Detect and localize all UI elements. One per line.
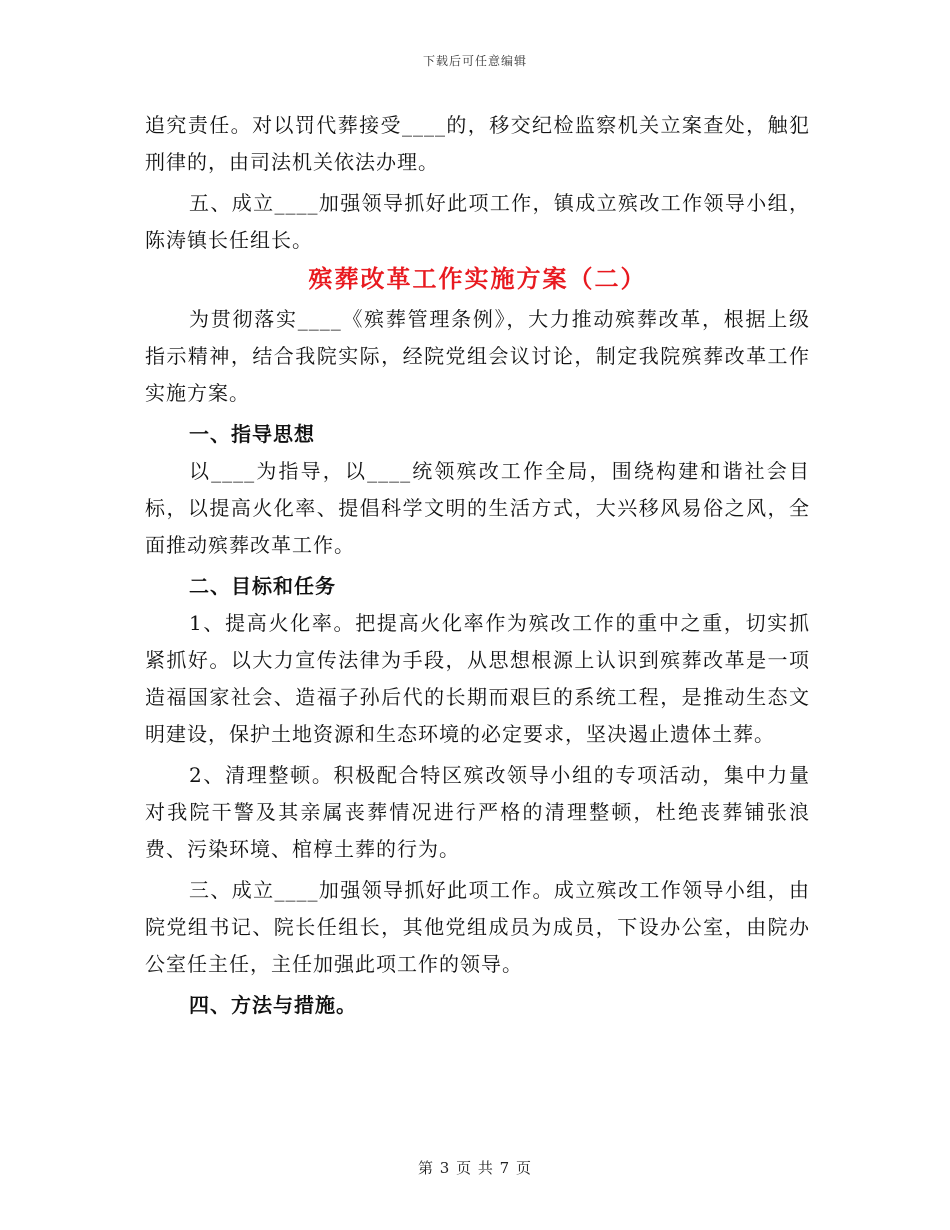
paragraph-leadership-group: 三、成立____加强领导抓好此项工作。成立殡改工作领导小组，由院党组书记、院长任组长，其他党组成员为成员，下设办公室，由院办公室任主任，主任加强此项工作的领导。 xyxy=(145,878,810,976)
page-number: 第 3 页 共 7 页 xyxy=(418,1159,532,1177)
paragraph-rectification: 2、清理整顿。积极配合特区殡改领导小组的专项活动，集中力量对我院干警及其亲属丧葬情况进行严格的清理整顿，杜绝丧葬铺张浪费、污染环境、棺椁土葬的行为。 xyxy=(145,763,810,861)
document-title: 殡葬改革工作实施方案（二） xyxy=(308,264,647,293)
paragraph-accountability: 追究责任。对以罚代葬接受____的，移交纪检监察机关立案查处，触犯刑律的，由司法机关依法办理。 xyxy=(145,113,810,174)
paragraph-cremation-rate: 1、提高火化率。把提高火化率作为殡改工作的重中之重，切实抓紧抓好。以大力宣传法律为手段，从思想根源上认识到殡葬改革是一项造福国家社会、造福子孙后代的长期而艰巨的系统工程，是推动生态文明建设，保护土地资源和生态环境的必定要求，坚决遏止遗体土葬。 xyxy=(145,611,810,746)
paragraph-intro: 为贯彻落实____《殡葬管理条例》，大力推动殡葬改革，根据上级指示精神，结合我院实际，经院党组会议讨论，制定我院殡葬改革工作实施方案。 xyxy=(145,307,810,405)
section-heading-methods: 四、方法与措施。 xyxy=(189,993,357,1017)
document-body xyxy=(145,107,810,1024)
section-heading-guiding-ideology: 一、指导思想 xyxy=(189,422,315,446)
header-note: 下载后可任意编辑 xyxy=(422,54,527,68)
paragraph-leadership-town: 五、成立____加强领导抓好此项工作，镇成立殡改工作领导小组，陈涛镇长任组长。 xyxy=(145,191,810,252)
paragraph-guiding-ideology: 以____为指导，以____统领殡改工作全局，围绕构建和谐社会目标，以提高火化率、提倡科学文明的生活方式，大兴移风易俗之风，全面推动殡葬改革工作。 xyxy=(145,459,810,557)
section-heading-goals-tasks: 二、目标和任务 xyxy=(189,574,336,598)
